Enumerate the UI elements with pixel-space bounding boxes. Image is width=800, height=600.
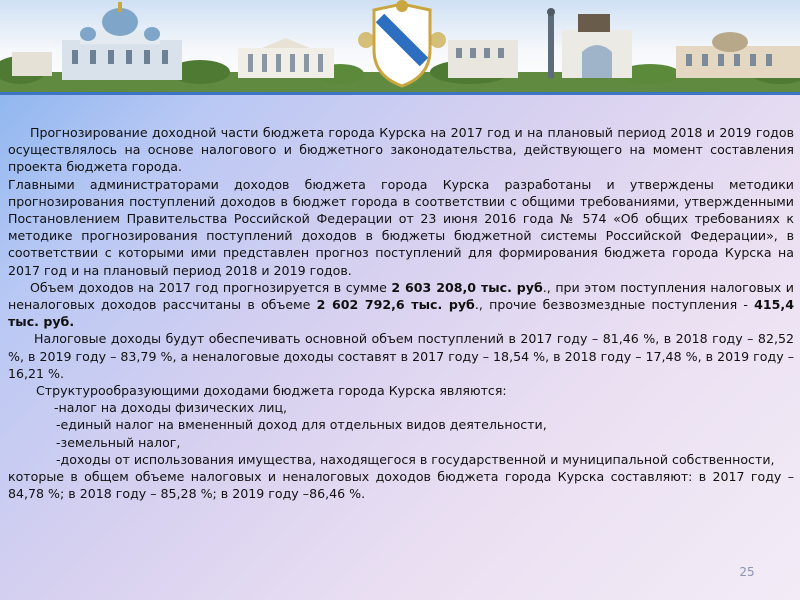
list-item: -доходы от использования имущества, находящегося в государственной и муниципальной собственности, bbox=[56, 451, 775, 467]
slide-body bbox=[8, 124, 794, 502]
header-banner bbox=[0, 0, 800, 95]
paragraph-structural-income: Структурообразующими доходами бюджета города Курска являются: bbox=[36, 383, 507, 399]
paragraph-structural-share: которые в общем объеме налоговых и неналоговых доходов бюджета города Курска составляют: в 2017 году – 84,78 %; в 2018 году – 85,28 %; в 2019 году –86,46 %. bbox=[8, 469, 794, 502]
city-panorama bbox=[0, 0, 800, 92]
column-monument-icon bbox=[547, 8, 555, 78]
page-number: 25 bbox=[739, 565, 755, 579]
paragraph-administrators: Главными администраторами доходов бюджета города Курска разработаны и утверждены методики прогнозирования поступлений доходов в бюджет города в соответствии с общими требованиями, утвержденными Постановлением Правительства Российской Федерации от 23 июня 2016 года № 574 «Об общих требованиях к методике прогнозирования поступлений доходов в бюджеты бюджетной системы Российской Федерации», в соответствии с которыми ими представлен прогноз поступлений для формирования бюджета города Курска на 2017 год и на плановый период 2018 и 2019 годов. bbox=[8, 176, 794, 278]
paragraph-income-volume bbox=[8, 279, 794, 331]
list-item: -единый налог на вмененный доход для отдельных видов деятельности, bbox=[56, 417, 547, 433]
income-text-3: ., прочие безвозмездные поступления - bbox=[474, 297, 755, 313]
list-item: -налог на доходы физических лиц, bbox=[54, 400, 288, 416]
building-right-icon bbox=[448, 40, 518, 78]
total-income-value: 2 603 208,0 тыс. руб bbox=[391, 279, 543, 295]
paragraph-forecasting: Прогнозирование доходной части бюджета города Курска на 2017 год и на плановый период 2018 и 2019 годов осуществлялось на основе налогового и бюджетного законодательства, действующего на момент составления проекта бюджета города. bbox=[8, 125, 794, 175]
building-far-right-icon bbox=[676, 32, 800, 78]
government-building-icon bbox=[238, 38, 334, 78]
income-text-1: Объем доходов на 2017 год прогнозируется в сумме bbox=[30, 279, 392, 295]
tax-income-value: 2 602 792,6 тыс. руб bbox=[316, 297, 475, 313]
income-text-2: ., при этом поступления налоговых и неналоговых доходов рассчитаны в объеме bbox=[8, 279, 794, 313]
list-item: -земельный налог, bbox=[56, 434, 181, 450]
gratuitous-income-value: 415,4 тыс. руб. bbox=[8, 297, 794, 330]
church-building-icon bbox=[12, 2, 182, 80]
paragraph-tax-share: Налоговые доходы будут обеспечивать основной объем поступлений в 2017 году – 81,46 %, в 2018 году – 82,52 %, в 2019 году – 83,79 %, а неналоговые доходы составят в 2017 году – 18,54 %, в 2018 году – 17,48 %, в 2019 году – 16,21 %. bbox=[8, 331, 794, 381]
triumphal-arch-icon bbox=[562, 14, 632, 78]
